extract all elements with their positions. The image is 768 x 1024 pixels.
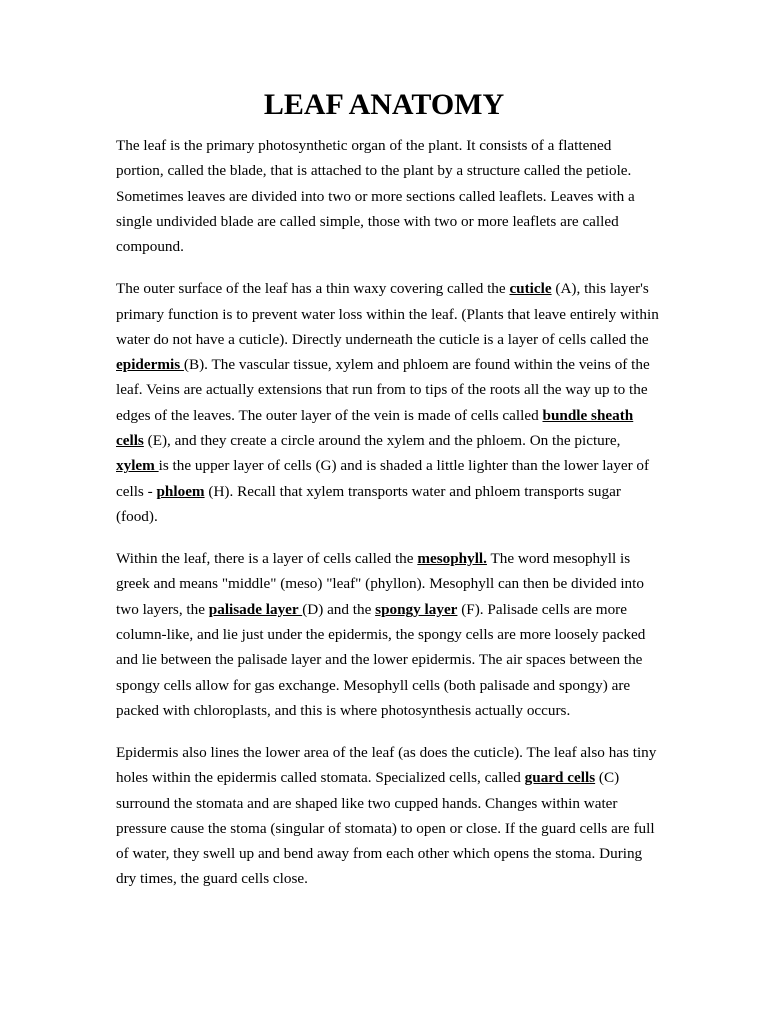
paragraph-text: is the upper layer of cells (G) and is shaded a little lighter than the lower layer of cells - <box>116 457 650 500</box>
page-title: LEAF ANATOMY <box>263 88 505 121</box>
paragraph-text: Epidermis also lines the lower area of the leaf (as does the cuticle). The leaf also has tiny holes within the epidermis called stomata. Specialized cells, called <box>116 743 657 787</box>
key-term: mesophyll. <box>417 550 487 568</box>
key-term: phloem <box>156 482 205 500</box>
paragraph-text: (E), and they create a circle around the xylem and the phloem. On the picture, <box>143 432 621 450</box>
key-term: cuticle <box>509 280 552 298</box>
key-term: epidermis <box>116 356 184 374</box>
key-term: guard cells <box>524 769 596 787</box>
paragraph-text: (D) and the <box>302 600 376 618</box>
paragraph-text: Within the leaf, there is a layer of cells called the <box>116 550 418 568</box>
key-term: xylem <box>116 457 159 475</box>
document-body <box>116 133 661 909</box>
paragraph-text: The word mesophyll is greek and means "middle" (meso) "leaf" (phyllon). Mesophyll can then be divided into two layers, the <box>116 550 644 618</box>
paragraph-text: (H). Recall that xylem transports water and phloem transports sugar (food). <box>116 482 621 525</box>
paragraph-1 <box>116 133 661 259</box>
paragraph-text: (A), this layer's primary function is to prevent water loss within the leaf. (Plants that leave entirely within water do not have a cuticle). Directly underneath the cuticle is a layer of cells called the <box>116 280 659 348</box>
paragraph-4 <box>116 740 661 892</box>
key-term: palisade layer <box>208 600 303 618</box>
paragraph-3 <box>116 546 661 723</box>
key-term: spongy layer <box>375 600 458 618</box>
paragraph-text: (F). Palisade cells are more column-like, and lie just under the epidermis, the spongy cells are more loosely packed and lie between the palisade layer and the lower epidermis. The air spaces between the spongy cells allow for gas exchange. Mesophyll cells (both palisade and spongy) are packed with chloroplasts, and this is where photosynthesis actually occurs. <box>116 600 646 719</box>
paragraph-text: (B). The vascular tissue, xylem and phloem are found within the veins of the leaf. Veins are actually extensions that run from to tips of the roots all the way up to the edges of the leaves. The outer layer of the vein is made of cells called <box>116 356 650 424</box>
paragraph-text: (C) surround the stomata and are shaped like two cupped hands. Changes within water pressure cause the stoma (singular of stomata) to open or close. If the guard cells are full of water, they swell up and bend away from each other which opens the stoma. During dry times, the guard cells close. <box>116 769 655 888</box>
key-term: bundle sheath cells <box>116 406 634 450</box>
paragraph-text: The outer surface of the leaf has a thin waxy covering called the <box>116 280 510 298</box>
paragraph-text: The leaf is the primary photosynthetic organ of the plant. It consists of a flattened portion, called the blade, that is attached to the plant by a structure called the petiole. Sometimes leaves are divided into two or more sections called leaflets. Leaves with a single undivided blade are called simple, those with two or more leaflets are called compound. <box>116 137 635 256</box>
paragraph-2 <box>116 276 661 529</box>
